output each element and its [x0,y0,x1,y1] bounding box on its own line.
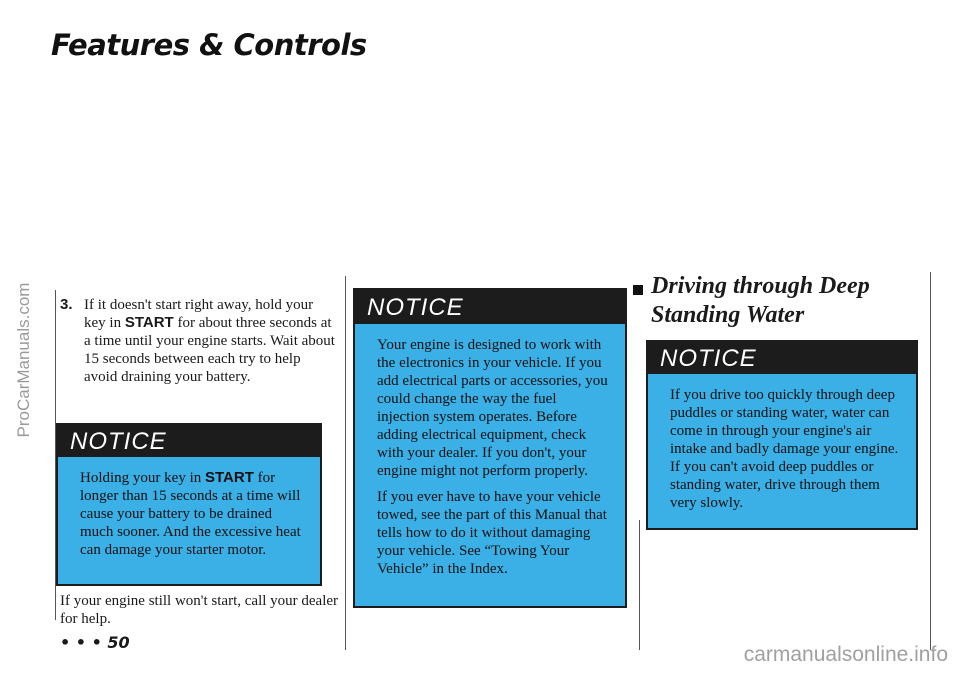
notice-text-2: for longer than 15 seconds at a time will cause your battery to be drained much sooner. And the excessive heat can damage your starter motor. [80,470,301,558]
after-notice-text: If your engine still won't start, call your dealer for help. [60,593,339,627]
notice-box-water [646,340,918,530]
step-bold: START [124,314,174,331]
notice-body: If you drive too quickly through deep puddles or standing water, water can come in through your engine's air intake and badly damage your engine. If you can't avoid deep puddles or standing water, drive through them very slowly. [670,387,899,511]
step-text-1: If it doesn't start right away, hold your key in [84,297,314,331]
notice-paragraph-2: If you ever have to have your vehicle towed, see the part of this Manual that tells how to do it without damaging your vehicle. See “Towing Your Vehicle” in the Index. [377,489,607,577]
page-title: Features & Controls [51,28,367,62]
notice-body [355,324,625,596]
notice-heading: NOTICE [648,342,916,374]
notice-heading: NOTICE [58,425,320,457]
notice-box-start [56,423,322,586]
column-rule-right [639,520,640,650]
section-heading: Driving through Deep Standing Water [651,273,870,328]
notice-bold: START [205,469,254,486]
step-text-2: for about three seconds at a time until your engine starts. Wait about 15 seconds between each try to help avoid draining your battery. [84,315,335,385]
watermark-bottom: carmanualsonline.info [743,643,948,666]
column-1 [60,296,336,386]
notice-heading: NOTICE [355,290,625,324]
notice-body [58,457,320,569]
column-rule-mid [345,276,346,650]
step-number: 3. [60,296,73,313]
watermark-left [4,180,33,540]
notice-text-1: Holding your key in [80,470,205,486]
heading-bullet [633,285,643,295]
notice-paragraph-1: Your engine is designed to work with the electronics in your vehicle. If you add electrical parts or accessories, you could change the way the fuel injection system operates. Before adding electrical equipment, check with your dealer. If you don't, your engine might not perform properly. [377,337,608,479]
watermark-left-text: ProCarManuals.com [14,282,33,438]
notice-box-electronics [353,288,627,608]
page-number: • • • 50 [60,633,130,652]
step-3 [60,296,336,386]
